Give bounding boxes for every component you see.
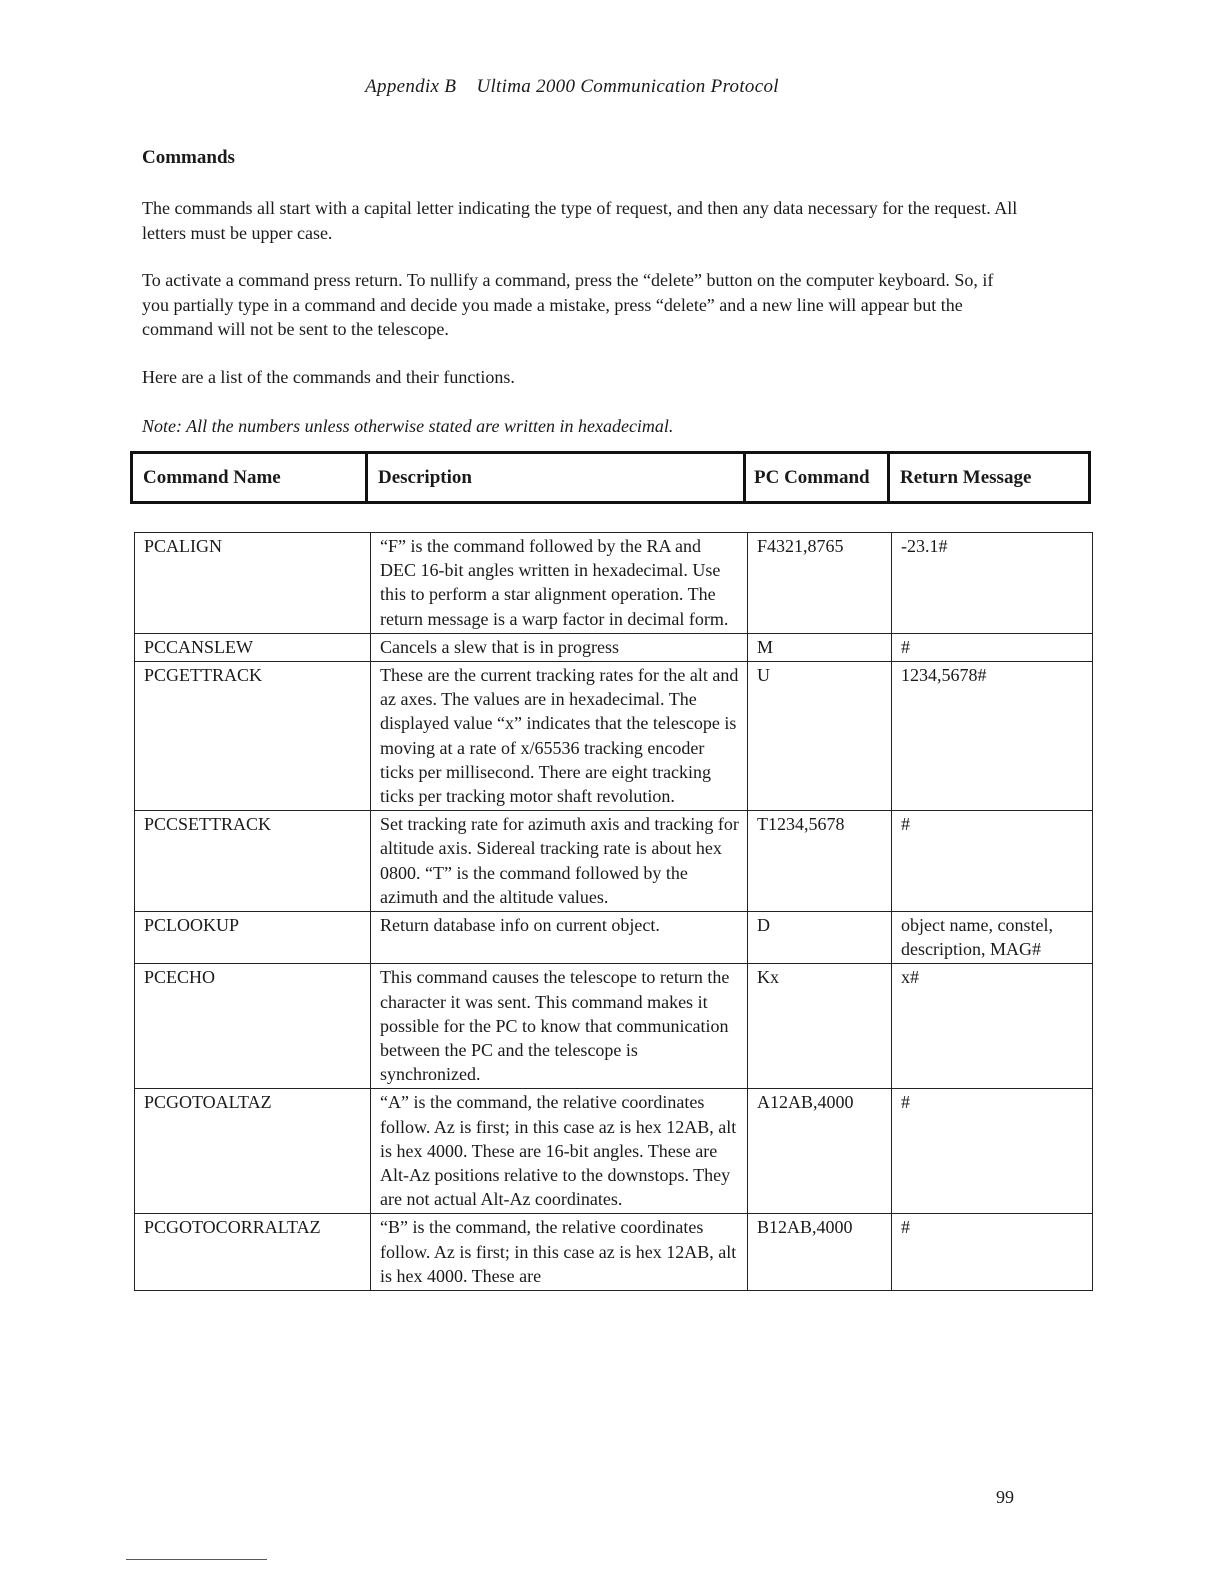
command-name-cell: PCGOTOCORRALTAZ [135, 1214, 371, 1291]
running-header: Appendix B Ultima 2000 Communication Protocol [365, 76, 779, 97]
command-name-cell: PCECHO [135, 964, 371, 1089]
command-name-cell: PCLOOKUP [135, 912, 371, 964]
table-row [135, 1089, 1093, 1214]
header-return-message: Return Message [889, 453, 1090, 503]
description-cell: “F” is the command followed by the RA and DEC 16-bit angles written in hexadecimal. Use this to perform a star alignment operation. The return message is a warp factor in decimal form. [371, 533, 748, 634]
description-cell: These are the current tracking rates for the alt and az axes. The values are in hexadecimal. The displayed value “x” indicates that the telescope is moving at a rate of x/65536 tracking encoder ticks per millisecond. There are eight tracking ticks per tracking motor shaft revolution. [371, 662, 748, 811]
return-message-cell: # [892, 633, 1093, 661]
pc-command-cell: M [748, 633, 892, 661]
description-cell: This command causes the telescope to return the character it was sent. This command makes it possible for the PC to know that communication between the PC and the telescope is synchronized. [371, 964, 748, 1089]
intro-paragraph: The commands all start with a capital letter indicating the type of request, and then any data necessary for the request. All letters must be upper case. [142, 198, 1018, 243]
list-intro-paragraph: Here are a list of the commands and their functions. [142, 367, 515, 387]
return-message-cell: x# [892, 964, 1093, 1089]
page-number: 99 [996, 1487, 1014, 1507]
table-row [135, 964, 1093, 1089]
pc-command-cell: Kx [748, 964, 892, 1089]
command-name-cell: PCCSETTRACK [135, 811, 371, 912]
section-title: Commands [142, 147, 235, 168]
activation-paragraph: To activate a command press return. To nullify a command, press the “delete” button on the computer keyboard. So, if you partially type in a command and decide you made a mistake, press “delete” and a new line will appear but the command will not be sent to the telescope. [142, 270, 994, 339]
header-description: Description [367, 453, 745, 503]
return-message-cell: 1234,5678# [892, 662, 1093, 811]
command-name-cell: PCALIGN [135, 533, 371, 634]
command-name-cell: PCGETTRACK [135, 662, 371, 811]
description-cell: Return database info on current object. [371, 912, 748, 964]
table-row [135, 811, 1093, 912]
command-name-cell: PCGOTOALTAZ [135, 1089, 371, 1214]
pc-command-cell: B12AB,4000 [748, 1214, 892, 1291]
command-name-cell: PCCANSLEW [135, 633, 371, 661]
table-row [135, 533, 1093, 634]
table-row [135, 633, 1093, 661]
table-row [135, 912, 1093, 964]
table-row [135, 662, 1093, 811]
command-table [134, 532, 1093, 1291]
command-table-header [130, 451, 1091, 504]
header-pc-command: PC Command [745, 453, 889, 503]
return-message-cell: object name, constel, description, MAG# [892, 912, 1093, 964]
description-cell: “B” is the command, the relative coordinates follow. Az is first; in this case az is hex 12AB, alt is hex 4000. These are [371, 1214, 748, 1291]
pc-command-cell: D [748, 912, 892, 964]
header-command-name: Command Name [132, 453, 367, 503]
pc-command-cell: A12AB,4000 [748, 1089, 892, 1214]
description-cell: Cancels a slew that is in progress [371, 633, 748, 661]
return-message-cell: # [892, 1214, 1093, 1291]
return-message-cell: -23.1# [892, 533, 1093, 634]
pc-command-cell: T1234,5678 [748, 811, 892, 912]
return-message-cell: # [892, 1089, 1093, 1214]
description-cell: Set tracking rate for azimuth axis and tracking for altitude axis. Sidereal tracking rate is about hex 0800. “T” is the command followed by the azimuth and the altitude values. [371, 811, 748, 912]
footnote-divider [126, 1559, 267, 1560]
pc-command-cell: F4321,8765 [748, 533, 892, 634]
hex-note: Note: All the numbers unless otherwise stated are written in hexadecimal. [142, 416, 674, 436]
pc-command-cell: U [748, 662, 892, 811]
description-cell: “A” is the command, the relative coordinates follow. Az is first; in this case az is hex 12AB, alt is hex 4000. These are 16-bit angles. These are Alt-Az positions relative to the downstops. They are not actual Alt-Az coordinates. [371, 1089, 748, 1214]
return-message-cell: # [892, 811, 1093, 912]
table-row [135, 1214, 1093, 1291]
